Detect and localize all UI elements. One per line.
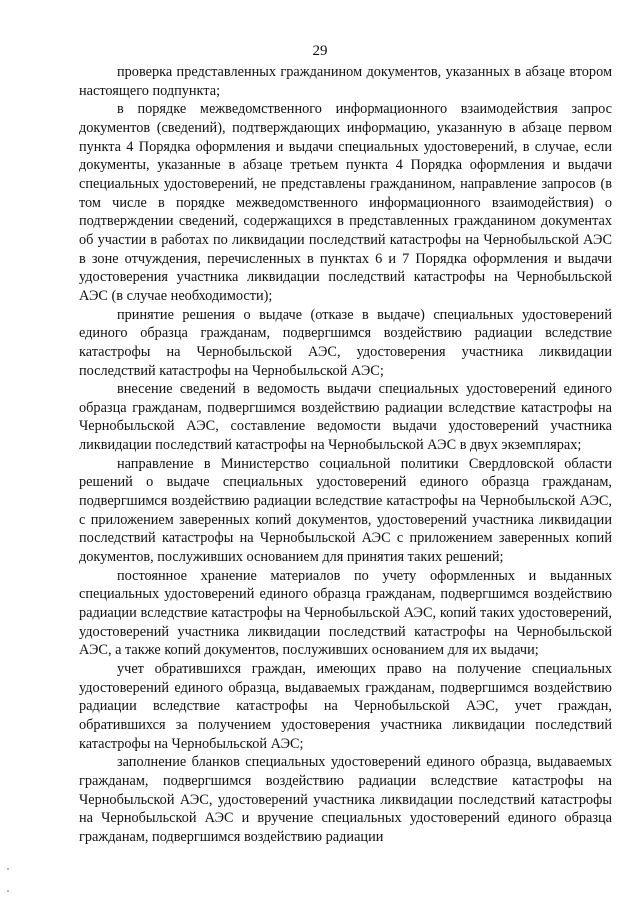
paragraph-register-entry: внесение сведений в ведомость выдачи специальных удостоверений единого образца гражданам, подвергшимся воздействию радиации вследствие катастрофы на Чернобыльской АЭС, составление ведомости выдачи удостоверений участника ликвидации последствий катастрофы на Чернобыльской АЭС в двух экземплярах; [79, 381, 612, 454]
scan-artifact-dot [7, 868, 9, 870]
paragraph-issuance-decision: принятие решения о выдаче (отказе в выдаче) специальных удостоверений единого образца гражданам, подвергшимся воздействию радиации вследствие катастрофы на Чернобыльской АЭС, удостоверения участника ликвидации последствий катастрофы на Чернобыльской АЭС; [79, 306, 612, 379]
paragraph-form-filling: заполнение бланков специальных удостоверений единого образца, выдаваемых гражданам, подвергшимся воздействию радиации вследствие катастрофы на Чернобыльской АЭС, удостоверений участника ликвидации последствий катастрофы на Чернобыльской АЭС и вручение специальных удостоверений единого образца гражданам, подвергшимся воздействию радиации [79, 754, 612, 845]
paragraph-document-check: проверка представленных гражданином документов, указанных в абзаце втором настоящего подпункта; [79, 64, 612, 99]
paragraph-citizen-registration: учет обратившихся граждан, имеющих право на получение специальных удостоверений единого образца, выдаваемых гражданам, подвергшимся воздействию радиации вследствие катастрофы на Чернобыльской АЭС, учет граждан, обратившихся за получением удостоверения участника ликвидации последствий катастрофы на Чернобыльской АЭС; [79, 661, 612, 752]
document-body [79, 63, 612, 847]
paragraph-interagency-request: в порядке межведомственного информационного взаимодействия запрос документов (сведений), подтверждающих информацию, указанную в абзаце первом пункта 4 Порядка оформления и выдачи специальных удостоверений, в случае, если документы, указанные в абзаце третьем пункта 4 Порядка оформления и выдачи специальных удостоверений, не представлены гражданином, направление запросов (в том числе в порядке межведомственного информационного взаимодействия) о подтверждении сведений, содержащихся в представленных гражданином документах об участии в работах по ликвидации последствий катастрофы на Чернобыльской АЭС в зоне отчуждения, перечисленных в пунктах 6 и 7 Порядка оформления и выдачи удостоверения участника ликвидации последствий катастрофы на Чернобыльской АЭС (в случае необходимости); [79, 101, 612, 304]
scan-artifact-dot [7, 890, 9, 892]
paragraph-permanent-storage: постоянное хранение материалов по учету оформленных и выданных специальных удостоверений единого образца гражданам, подвергшимся воздействию радиации вследствие катастрофы на Чернобыльской АЭС, копий таких удостоверений, удостоверений участника ликвидации последствий катастрофы на Чернобыльской АЭС, а также копий документов, послуживших основанием для их выдачи; [79, 567, 612, 659]
page-number: 29 [312, 43, 328, 59]
paragraph-ministry-submission: направление в Министерство социальной политики Свердловской области решений о выдаче специальных удостоверений единого образца гражданам, подвергшимся воздействию радиации вследствие катастрофы на Чернобыльской АЭС, с приложением заверенных копий документов, удостоверений участника ликвидации последствий катастрофы на Чернобыльской АЭС с приложением заверенных копий документов, послуживших основанием для принятия таких решений; [79, 455, 612, 566]
